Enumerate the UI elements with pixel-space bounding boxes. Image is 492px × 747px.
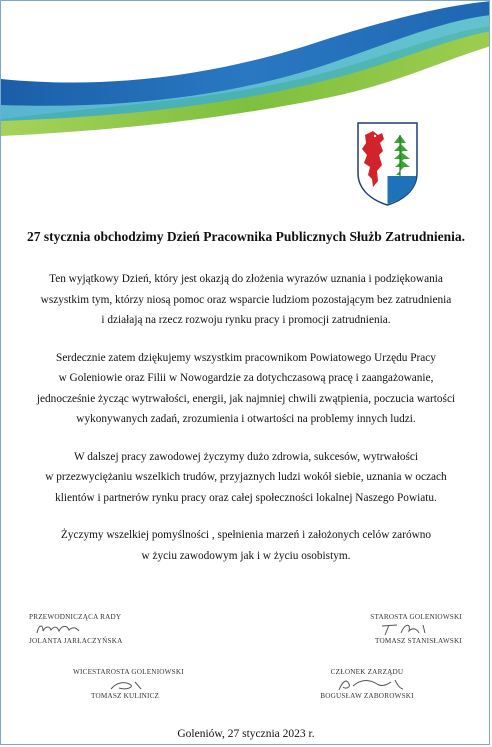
place-date: Goleniów, 27 stycznia 2023 r. — [177, 728, 315, 740]
signature-board-member — [317, 668, 417, 700]
paragraph-line: i działają na rzecz rozwoju rynku pracy i promocji zatrudnienia. — [101, 314, 391, 326]
paragraph-2 — [1, 348, 490, 430]
paragraph-3 — [1, 447, 490, 509]
signature-name: JOLANTA JARŁACZYŃSKA — [29, 637, 123, 645]
paragraph-line: jednocześnie życząc wytrwałości, energii, jak najmniej chwili zwątpienia, poczucia wartości — [36, 392, 456, 405]
paragraph-4 — [1, 525, 490, 566]
signature-role: PRZEWODNICZĄCA RADY — [29, 613, 122, 621]
paragraph-line: w Goleniowie oraz Filii w Nowogardzie za dotychczasową pracę i zaangażowanie, — [58, 372, 434, 384]
handwritten-signature — [73, 676, 183, 692]
paragraph-line: w przezwyciężaniu wszelkich trudów, przyjaznych ludzi wokół siebie, uznania w oczach — [45, 471, 447, 483]
paragraph-line: Serdecznie zatem dziękujemy wszystkim pracownikom Powiatowego Urzędu Pracy — [56, 351, 436, 364]
signature-vice-starost — [73, 668, 184, 700]
coat-of-arms — [356, 121, 419, 207]
paragraph-line: wszystkim tym, którzy niosą pomoc oraz wsparcie ludziom pozostającym bez zatrudnienia — [40, 293, 452, 306]
paragraph-line: w życiu zawodowym jak i w życiu osobistym. — [141, 549, 351, 562]
handwritten-signature — [367, 621, 462, 637]
paragraph-line: Życzymy wszelkiej pomyślności , spełnienia marzeń i założonych celów zarówno — [60, 529, 432, 541]
wave-banner — [1, 1, 490, 136]
signature-role: WICESTAROSTA GOLENIOWSKI — [73, 668, 184, 676]
paragraph-line: klientów i partnerów rynku pracy oraz całej społeczności lokalnej Naszego Powiatu. — [55, 491, 437, 504]
signature-role: STAROSTA GOLENIOWSKI — [370, 613, 462, 621]
signature-name: BOGUSŁAW ZABOROWSKI — [320, 692, 414, 700]
signature-council-chair — [29, 613, 122, 645]
paragraph-line: Ten wyjątkowy Dzień, który jest okazją do złożenia wyrazów uznania i podziękowania — [49, 273, 443, 285]
handwritten-signature — [29, 621, 109, 637]
paragraph-1 — [1, 269, 490, 331]
signature-name: TOMASZ KULINICZ — [91, 692, 160, 700]
signature-role: CZŁONEK ZARZĄDU — [330, 668, 404, 676]
signature-starost — [367, 613, 462, 645]
paragraph-line: W dalszej pracy zawodowej życzymy dużo zdrowia, sukcesów, wytrwałości — [73, 450, 419, 463]
letter-body — [1, 229, 490, 583]
signature-name: TOMASZ STANISŁAWSKI — [375, 637, 462, 645]
paragraph-line: wykonywanych zadań, zrozumienia i otwartości na problemy innych ludzi. — [76, 413, 416, 425]
handwritten-signature — [317, 676, 417, 692]
letter-title: 27 stycznia obchodzimy Dzień Pracownika Publicznych Służb Zatrudnienia. — [26, 229, 466, 244]
